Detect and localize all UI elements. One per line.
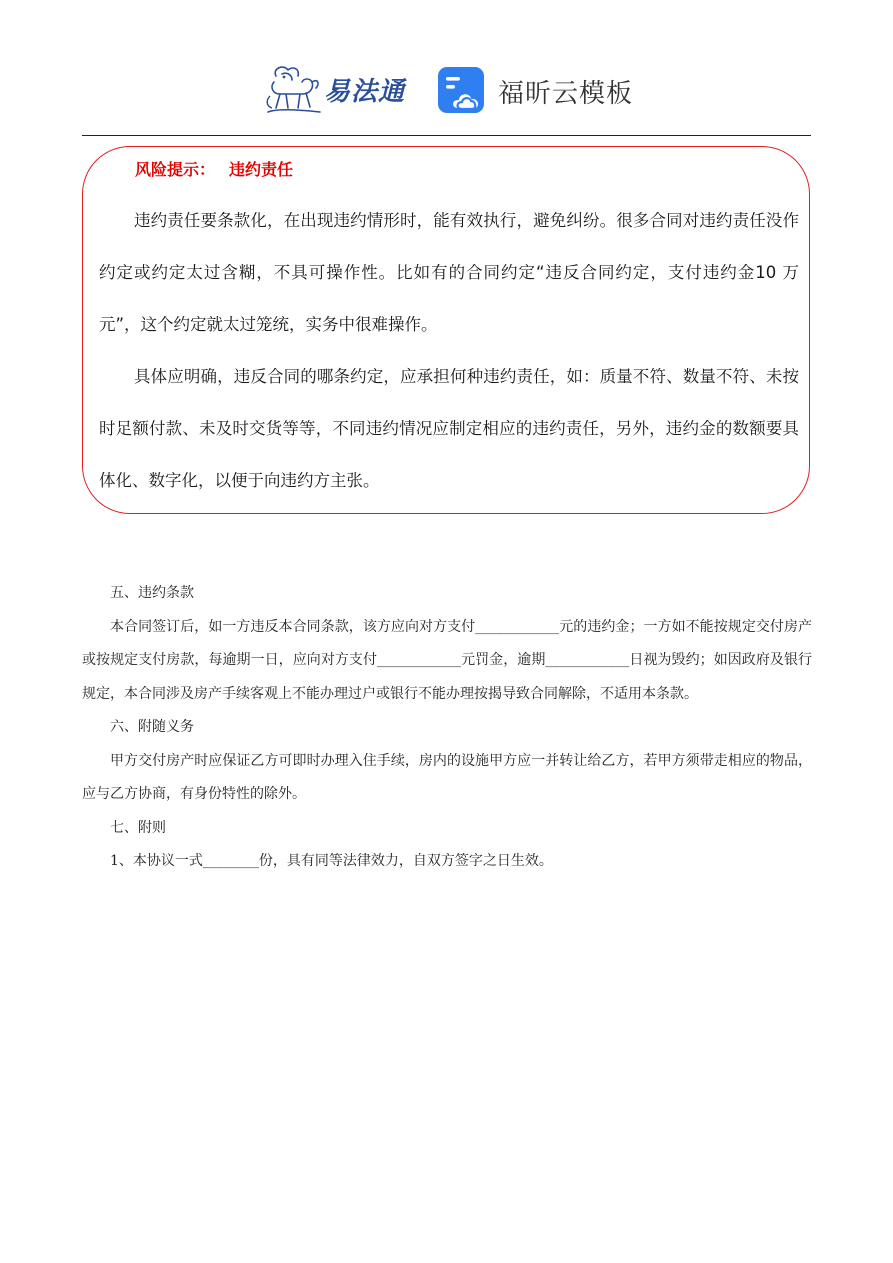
risk-paragraph: 具体应明确，违反合同的哪条约定，应承担何种违约责任，如：质量不符、数量不符、未按时足额付款、未及时交货等等，不同违约情况应制定相应的违约责任，另外，违约金的数额要具体化、数字化，以便于向违约方主张。	[99, 367, 799, 490]
risk-topic: 违约责任	[229, 160, 294, 179]
fuxin-logo	[436, 64, 633, 118]
section-heading-breach: 五、违约条款	[110, 585, 194, 601]
cloud-document-icon	[436, 65, 488, 117]
risk-notice-title	[135, 157, 293, 180]
risk-label: 风险提示：	[135, 160, 216, 179]
risk-paragraph: 违约责任要条款化，在出现违约情形时，能有效执行，避免纠纷。很多合同对违约责任没作约定或约定太过含糊，不具可操作性。比如有的合同约定“违反合同约定，支付违约金10 万元”，这个约定就太过笼统，实务中很难操作。	[99, 211, 799, 334]
contract-paragraph: 本合同签订后，如一方违反本合同条款，该方应向对方支付____________元的违约金；一方如不能按规定交付房产或按规定支付房款，每逾期一日，应向对方支付____________元罚金，逾期____________日视为毁约；如因政府及银行规定，本合同涉及房产手续客观上不能办理过户或银行不能办理按揭导致合同解除，不适用本条款。	[82, 618, 812, 702]
risk-notice-box	[82, 146, 810, 514]
contract-paragraph: 1、本协议一式________份，具有同等法律效力，自双方签字之日生效。	[110, 853, 553, 869]
yifatong-wordmark: 易法通	[324, 76, 406, 107]
section-heading-obligations: 六、附随义务	[110, 719, 194, 735]
contract-paragraph: 甲方交付房产时应保证乙方可即时办理入住手续，房内的设施甲方应一并转让给乙方，若甲方须带走相应的物品，应与乙方协商，有身份特性的除外。	[82, 752, 812, 802]
page-header	[0, 58, 893, 122]
section-heading-supplementary: 七、附则	[110, 819, 166, 836]
qilin-icon	[262, 62, 324, 116]
yifatong-logo	[262, 62, 412, 116]
contract-body	[82, 577, 812, 879]
fuxin-wordmark: 福昕云模板	[498, 78, 634, 109]
header-divider	[82, 135, 811, 136]
